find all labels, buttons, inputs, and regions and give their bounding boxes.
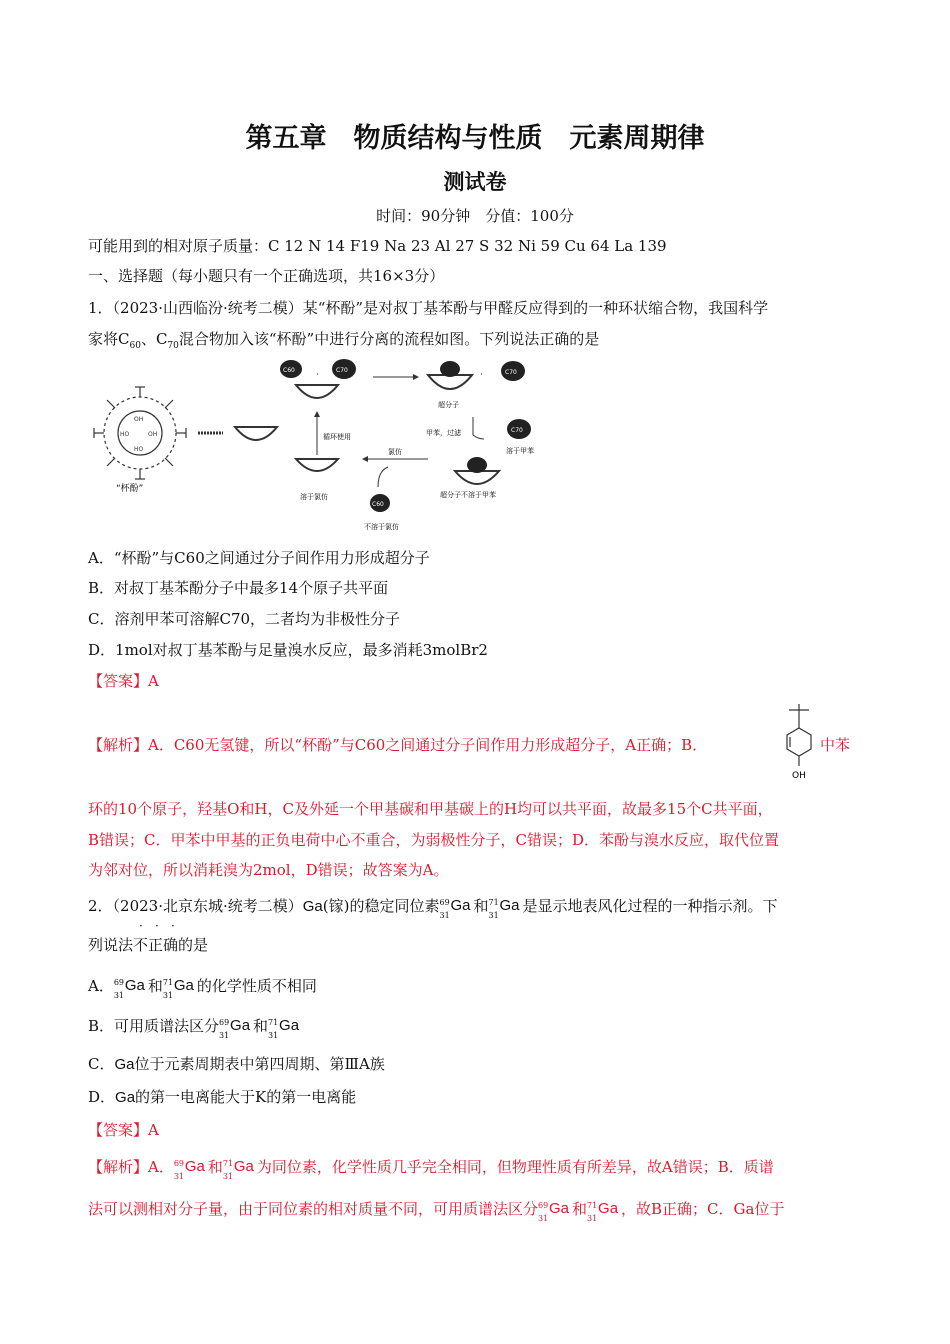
atomic-number: 31 — [268, 1031, 279, 1040]
q2-analysis-line1 — [88, 1156, 774, 1181]
text: B．可用质谱法区分 — [88, 1017, 220, 1035]
symbol: Ga — [549, 1200, 570, 1217]
mass: 71 — [162, 978, 174, 987]
q2-option-c — [88, 1054, 385, 1075]
mass: 69 — [113, 978, 125, 987]
label-toluene: 甲苯，过滤 — [426, 429, 461, 437]
ga-symbol: Ga — [115, 1089, 136, 1106]
atomic-number: 31 — [488, 911, 499, 920]
isotope-ga71 — [222, 1156, 257, 1181]
svg-text:C70: C70 — [511, 427, 523, 434]
symbol: Ga — [450, 897, 471, 914]
mass: 71 — [488, 898, 499, 907]
q1-option-c: C．溶剂甲苯可溶解C70，二者均为非极性分子 — [88, 610, 401, 628]
calixarene-drawing — [94, 387, 186, 479]
q1-analysis-line3: B错误；C．甲苯中甲基的正负电荷中心不重合，为弱极性分子，C错误；D．苯酚与溴水反应，取代位置 — [88, 831, 780, 849]
svg-text:C60: C60 — [372, 501, 384, 508]
page-title: 第五章 物质结构与性质 元素周期律 — [245, 123, 705, 154]
isotope-ga69 — [538, 1198, 572, 1223]
symbol: Ga — [598, 1200, 619, 1217]
symbol: Ga — [499, 897, 520, 914]
text: D． — [88, 1088, 116, 1106]
emphasis-dot: · — [171, 919, 175, 933]
text: 混合物加入该“杯酚”中进行分离的流程如图。下列说法正确的是 — [178, 330, 600, 348]
isotope-ga69 — [113, 975, 148, 1000]
label-c70: C70 — [336, 367, 348, 374]
isotope-ga71 — [587, 1198, 621, 1223]
mass: 69 — [538, 1201, 549, 1210]
atomic-number: 31 — [439, 911, 450, 920]
text: 、C — [140, 330, 168, 348]
q1-analysis-line2: 环的10个原子，羟基O和H，C及外延一个甲基碳和甲基碳上的H均可以共平面，故最多15个C共平面， — [88, 800, 773, 818]
mass: 71 — [222, 1159, 234, 1168]
c60-ball — [467, 457, 487, 473]
q1-option-d: D．1mol对叔丁基苯酚与足量溴水反应，最多消耗3molBr2 — [88, 641, 488, 659]
isotope-ga69 — [439, 895, 474, 920]
label-cup: “杯酚” — [116, 484, 144, 494]
q2-stem-line1 — [88, 895, 778, 920]
isotope-ga71 — [268, 1015, 302, 1040]
q1-analysis-line4: 为邻对位，所以消耗溴为2mol，D错误；故答案为A。 — [88, 861, 449, 879]
q2-option-a — [88, 975, 317, 1000]
svg-text:·: · — [316, 370, 319, 380]
text: ，故B正确；C．Ga位于 — [621, 1200, 785, 1218]
text: 和 — [253, 1017, 269, 1035]
ga-symbol: Ga — [302, 898, 323, 915]
symbol: Ga — [230, 1017, 251, 1034]
q1-answer: 【答案】A — [88, 672, 159, 690]
atomic-number: 31 — [587, 1214, 598, 1223]
atomic-number: 31 — [162, 991, 174, 1000]
atomic-number: 31 — [219, 1031, 230, 1040]
text: 和 — [207, 1158, 223, 1176]
q2-option-d — [88, 1087, 356, 1108]
symbol: Ga — [184, 1158, 205, 1175]
q1-option-b: B．对叔丁基苯酚分子中最多14个原子共平面 — [88, 579, 389, 597]
svg-text:HO: HO — [120, 431, 130, 438]
emphasis-dot: · — [139, 919, 143, 933]
isotope-ga69 — [219, 1015, 253, 1040]
q1-stem-line1: 1．（2023·山西临汾·统考二模）某“杯酚”是对叔丁基苯酚与甲醛反应得到的一种环状缩合物，我国科学 — [88, 299, 769, 317]
text: 是显示地表风化过程的一种指示剂。下 — [522, 897, 778, 915]
svg-text:OH: OH — [134, 416, 144, 423]
svg-text:OH: OH — [148, 431, 158, 438]
mass: 71 — [587, 1201, 598, 1210]
text: 【解析】A． — [88, 1158, 174, 1176]
section-heading: 一、选择题（每小题只有一个正确选项，共16×3分） — [88, 267, 445, 285]
q2-option-b — [88, 1015, 302, 1040]
symbol: Ga — [124, 977, 145, 994]
atomic-number: 31 — [173, 1172, 185, 1181]
separation-flowchart — [88, 355, 558, 535]
label-super: 超分子 — [438, 401, 459, 409]
label-cycle: 循环使用 — [323, 433, 351, 441]
label-dissolved: 溶于甲苯 — [506, 447, 534, 455]
q1-analysis-line1: 【解析】A．C60无氢键，所以“杯酚”与C60之间通过分子间作用力形成超分子，A正确；B． — [88, 736, 708, 754]
atomic-number: 31 — [538, 1214, 549, 1223]
bowl — [296, 459, 338, 471]
bowl — [235, 427, 277, 440]
symbol: Ga — [173, 977, 194, 994]
mass: 69 — [439, 898, 450, 907]
text: 为同位素，化学性质几乎完全相同，但物理性质有所差异，故A错误；B．质谱 — [256, 1158, 774, 1176]
text: 2．（2023·北京东城·统考二模） — [88, 897, 303, 915]
text: A． — [88, 977, 114, 995]
mass: 71 — [268, 1018, 279, 1027]
isotope-ga69 — [173, 1156, 208, 1181]
sub: 60 — [129, 341, 141, 351]
label-chloroform: 氯仿 — [388, 448, 402, 456]
label-insoluble-chloroform: 不溶于氯仿 — [364, 523, 399, 531]
c60-ball — [440, 361, 460, 377]
label-c60: C60 — [283, 367, 295, 374]
q1-stem-line2 — [88, 329, 599, 349]
mass: 69 — [219, 1018, 230, 1027]
text: 位于元素周期表中第四周期、第ⅢA族 — [134, 1055, 385, 1073]
atomic-number: 31 — [222, 1172, 234, 1181]
emphasis-dot: · — [155, 919, 159, 933]
symbol: Ga — [279, 1017, 300, 1034]
text: 和 — [473, 897, 489, 915]
q2-analysis-line2 — [88, 1198, 785, 1223]
sub: 70 — [167, 341, 179, 351]
atomic-number: 31 — [113, 991, 125, 1000]
svg-text:HO: HO — [134, 446, 144, 453]
text: 和 — [572, 1200, 588, 1218]
svg-text:C70: C70 — [505, 369, 517, 376]
text: 和 — [147, 977, 163, 995]
text: 法可以测相对分子量，由于同位素的相对质量不同，可用质谱法区分 — [88, 1200, 539, 1218]
text: 的化学性质不相同 — [196, 977, 317, 995]
svg-text:·: · — [480, 370, 483, 380]
isotope-ga71 — [162, 975, 197, 1000]
time-score: 时间：90分钟 分值：100分 — [376, 207, 574, 225]
q2-answer: 【答案】A — [88, 1121, 159, 1139]
q1-option-a: A．“杯酚”与C60之间通过分子间作用力形成超分子 — [88, 549, 430, 567]
ga-symbol: Ga — [114, 1056, 135, 1073]
text: C． — [88, 1055, 115, 1073]
atomic-masses: 可能用到的相对原子质量：C 12 N 14 F19 Na 23 Al 27 S 32 Ni 59 Cu 64 La 139 — [88, 237, 667, 255]
page-subtitle: 测试卷 — [443, 169, 507, 194]
isotope-ga71 — [488, 895, 523, 920]
oh-label: OH — [792, 771, 806, 781]
text: (镓)的稳定同位素 — [322, 897, 440, 915]
label-chloroform-dissolved: 溶于氯仿 — [300, 493, 328, 501]
text: 家将C — [88, 330, 130, 348]
bowl — [428, 375, 472, 389]
bowl — [296, 385, 338, 398]
q1-analysis-tail: 中苯 — [820, 736, 851, 754]
mass: 69 — [173, 1159, 185, 1168]
symbol: Ga — [233, 1158, 254, 1175]
tert-butylphenol-structure — [778, 700, 820, 786]
q2-stem-line2: 列说法不正确的是 — [88, 936, 209, 954]
label-insoluble-toluene: 超分子不溶于甲苯 — [440, 491, 496, 499]
text: 的第一电离能大于K的第一电离能 — [135, 1088, 357, 1106]
